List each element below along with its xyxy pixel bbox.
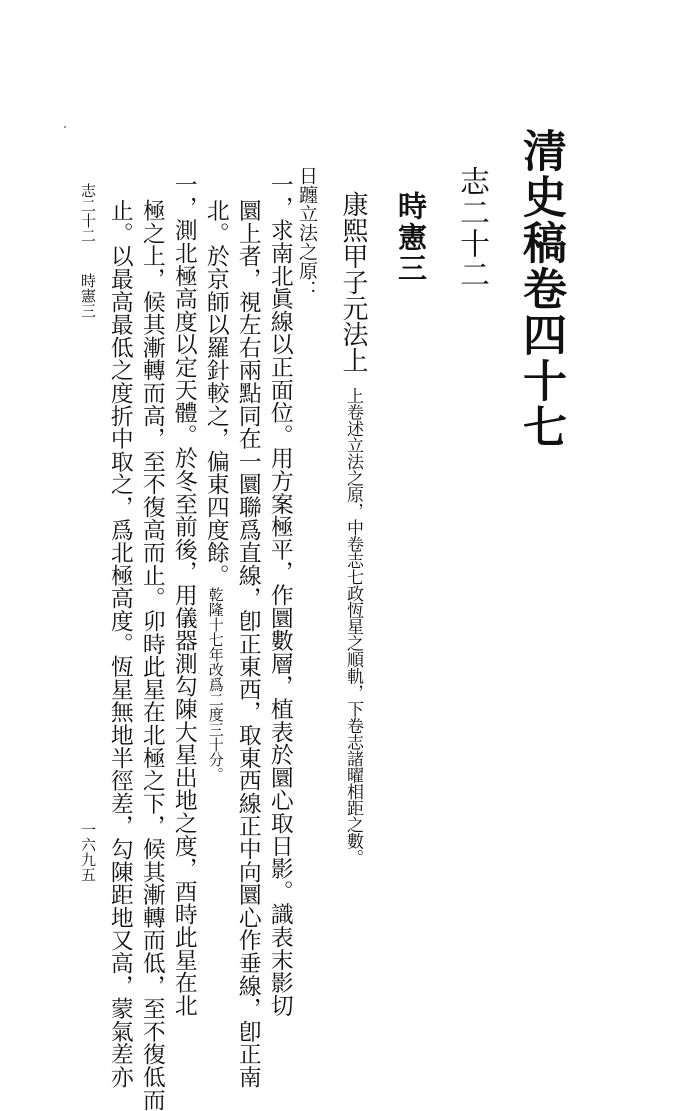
body-line-with-note xyxy=(204,199,227,782)
subtitle-note: 上卷述立法之原，中卷志七政恆星之順軌，下卷志諸曜相距之數。 xyxy=(343,387,363,866)
body-line: 圜上者，視左右兩點同在一圜聯爲直線，卽正東西，取東西線正中向圜心作垂線，卽正南 xyxy=(234,199,261,1089)
book-title: 清史稿卷四十七 xyxy=(515,128,566,450)
running-head-section: 時憲三 xyxy=(79,273,97,318)
page-number: 一六九五 xyxy=(79,822,97,882)
body-line: 一，測北極高度以定天體。於冬至前後，用儀器測勾陳大星出地之度，酉時此星在北 xyxy=(170,173,197,1017)
body-line: 極之上，候其漸轉而高，至不復高而止。卯時此星在北極之下，候其漸轉而低，至不復低而 xyxy=(138,199,165,1111)
section-title: 時憲三 xyxy=(394,191,428,284)
page-scan-mark xyxy=(64,126,66,128)
running-head xyxy=(80,183,95,318)
section-heading: 日躔立法之原： xyxy=(296,166,318,299)
subtitle-column xyxy=(340,191,366,866)
body-line: 北。於京師以羅針較之，偏東四度餘。 xyxy=(202,199,229,587)
inline-note: 乾隆十七年改爲二度三十分。 xyxy=(206,586,225,782)
body-line: 止。以最高最低之度折中取之，爲北極高度。恆星無地半徑差，勾陳距地又高，蒙氣差亦 xyxy=(106,199,133,1089)
body-line: 一，求南北眞線以正面位。用方案極平，作圜數層，植表於圜心取日影。識表末影切 xyxy=(266,173,293,1017)
running-head-chapter: 志二十二 xyxy=(79,183,97,243)
chapter-title: 志二十二 xyxy=(454,166,489,290)
subtitle-main: 康熙甲子元法上 xyxy=(338,191,368,373)
